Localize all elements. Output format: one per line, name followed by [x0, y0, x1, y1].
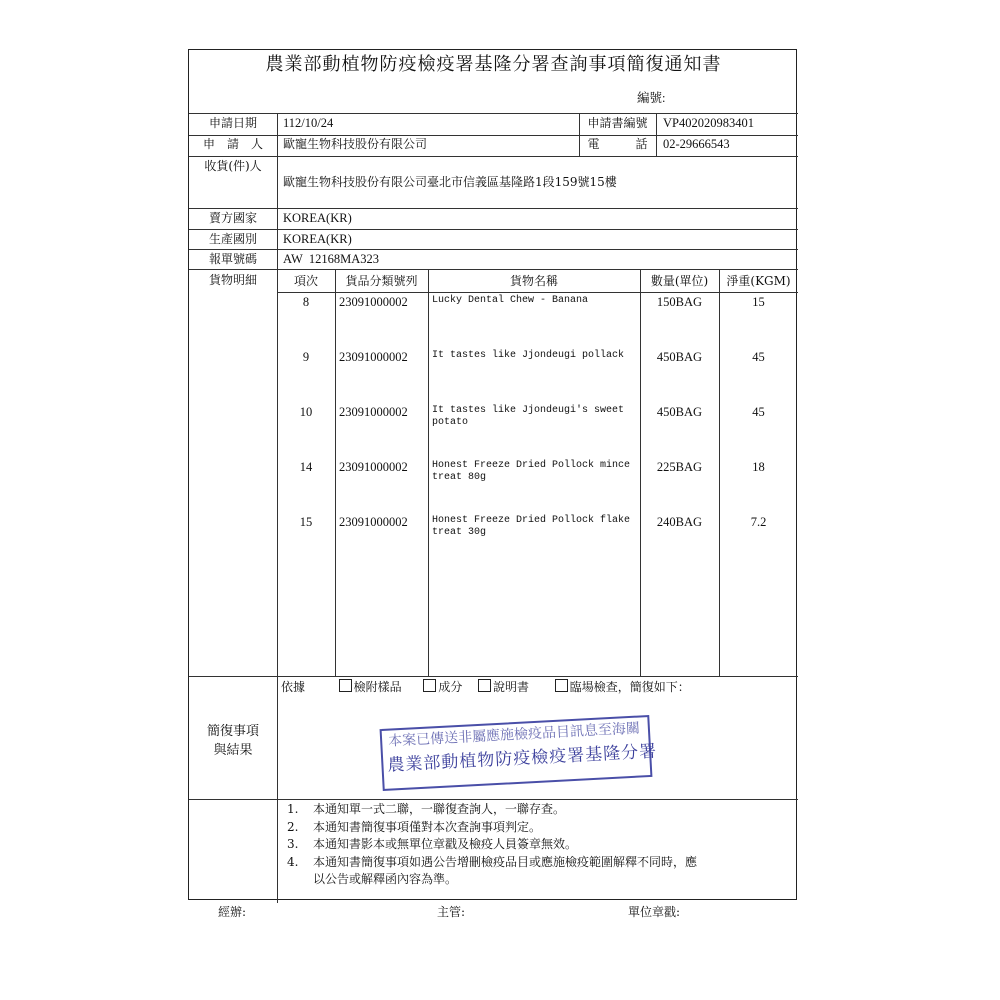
table-row-name-cont: treat 80g	[432, 472, 487, 483]
table-row-code: 23091000002	[339, 405, 408, 419]
table-row-quantity: 150BAG	[656, 295, 703, 309]
result-label: 簡復事項 與結果	[206, 724, 259, 758]
supervisor-label: 主管:	[437, 905, 466, 919]
apply-date-label: 申請日期	[208, 116, 257, 130]
checkbox-manual[interactable]: 說明書	[478, 680, 529, 694]
stamp-line-2: 農業部動植物防疫檢疫署基隆分署	[386, 741, 658, 776]
col-header-item-no: 項次	[293, 274, 318, 288]
declaration-number-label: 報單號碼	[208, 252, 257, 266]
table-row-name: Lucky Dental Chew - Banana	[432, 295, 589, 306]
phone-label: 電 話	[587, 137, 648, 151]
note-item: 4. 本通知書簡復事項如遇公告增刪檢疫品目或應施檢疫範圍解釋不同時，應	[287, 854, 698, 869]
note-item: 1. 本通知單一式二聯，一聯復查詢人，一聯存查。	[287, 802, 566, 816]
table-row-name-cont: treat 30g	[432, 527, 487, 538]
table-row-code: 23091000002	[339, 515, 408, 529]
table-row-quantity: 450BAG	[656, 350, 703, 364]
checkbox-icon	[555, 679, 568, 692]
table-row-item-no: 14	[299, 460, 313, 474]
basis-label: 依據	[281, 680, 306, 694]
seller-country-value: KOREA(KR)	[283, 211, 352, 225]
note-item: 3. 本通知書影本或無單位章戳及檢疫人員簽章無效。	[287, 837, 578, 851]
checkbox-sample[interactable]: 檢附樣品	[339, 680, 402, 694]
consignee-value: 歐寵生物科技股份有限公司臺北市信義區基隆路1段159號15樓	[283, 175, 617, 189]
table-row-item-no: 10	[299, 405, 313, 419]
declaration-number-value: AW 12168MA323	[283, 252, 379, 266]
apply-date-value: 112/10/24	[283, 116, 334, 130]
handler-label: 經辦:	[218, 905, 247, 919]
table-row-name-cont: potato	[432, 417, 469, 428]
table-row-name: It tastes like Jjondeugi pollack	[432, 350, 625, 361]
checkbox-icon	[478, 679, 491, 692]
document-number-label: 編號:	[637, 91, 666, 105]
checkbox-icon	[423, 679, 436, 692]
phone-value: 02-29666543	[663, 137, 730, 151]
table-row-quantity: 225BAG	[656, 460, 703, 474]
table-row-code: 23091000002	[339, 460, 408, 474]
table-row-code: 23091000002	[339, 350, 408, 364]
table-row-name: Honest Freeze Dried Pollock mince	[432, 460, 631, 471]
table-row-name: Honest Freeze Dried Pollock flake	[432, 515, 631, 526]
col-header-name: 貨物名稱	[509, 274, 558, 288]
table-row-quantity: 240BAG	[656, 515, 703, 529]
table-row-weight: 7.2	[750, 515, 767, 529]
table-row-quantity: 450BAG	[656, 405, 703, 419]
note-item: 以公告或解釋函內容為準。	[313, 872, 458, 886]
table-row-item-no: 9	[302, 350, 310, 364]
table-row-weight: 18	[752, 460, 765, 474]
origin-country-label: 生產國別	[208, 232, 257, 246]
origin-country-value: KOREA(KR)	[283, 232, 352, 246]
checkbox-onsite-inspection[interactable]: 臨場檢查，簡復如下：	[555, 680, 690, 694]
goods-detail-label: 貨物明細	[208, 273, 257, 287]
application-number-label: 申請書編號	[587, 116, 648, 130]
notes-list	[287, 801, 697, 889]
consignee-label: 收貨(件)人	[204, 159, 262, 173]
col-header-quantity: 數量(單位)	[650, 274, 709, 288]
checkbox-ingredient[interactable]: 成分	[423, 680, 462, 694]
note-item: 2. 本通知書簡復事項僅對本次查詢事項判定。	[287, 819, 542, 834]
basis-line	[281, 679, 690, 696]
seller-country-label: 賣方國家	[208, 211, 257, 225]
notification-form	[188, 49, 797, 900]
applicant-label: 申 請 人	[202, 137, 263, 151]
col-header-code: 貨品分類號列	[345, 274, 418, 288]
quarantine-stamp	[380, 715, 658, 791]
table-row-weight: 45	[752, 350, 765, 364]
col-header-weight: 淨重(KGM)	[726, 274, 791, 288]
table-row-item-no: 15	[299, 515, 313, 529]
applicant-value: 歐寵生物科技股份有限公司	[283, 137, 428, 151]
table-row-name: It tastes like Jjondeugi's sweet	[432, 405, 625, 416]
table-row-weight: 45	[752, 405, 765, 419]
checkbox-icon	[339, 679, 352, 692]
application-number-value: VP402020983401	[663, 116, 754, 130]
stamp-line-1: 本案已傳送非屬應施檢疫品目訊息至海關	[387, 720, 641, 750]
document-title: 農業部動植物防疫檢疫署基隆分署查詢事項簡復通知書	[265, 54, 722, 75]
table-row-weight: 15	[752, 295, 765, 309]
table-row-code: 23091000002	[339, 295, 408, 309]
table-row-item-no: 8	[302, 295, 310, 309]
unit-seal-label: 單位章戳:	[628, 905, 681, 919]
